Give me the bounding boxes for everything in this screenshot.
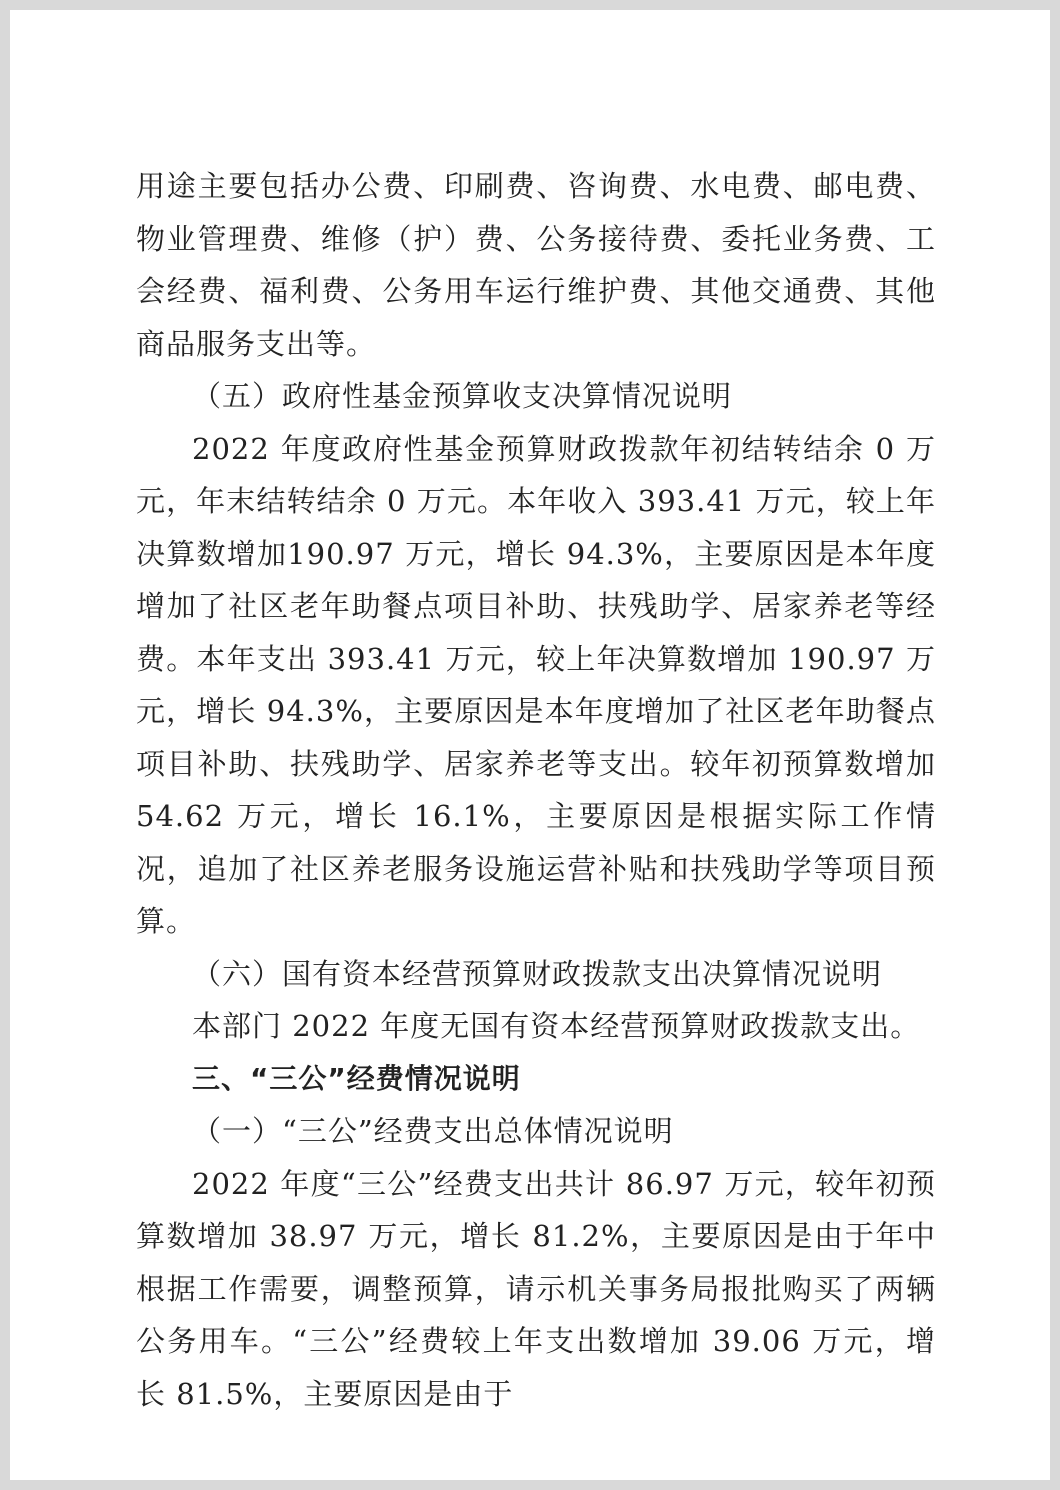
section-heading-5: （五）政府性基金预算收支决算情况说明 <box>192 379 733 413</box>
paragraph-expense-usage: 用途主要包括办公费、印刷费、咨询费、水电费、邮电费、物业管理费、维修（护）费、公务接待费、委托业务费、工会经费、福利费、公务用车运行维护费、其他交通费、其他商品服务支出等。 <box>136 169 936 361</box>
section-heading-three-public: 三、“三公”经费情况说明 <box>192 1061 521 1095</box>
section-heading-6: （六）国有资本经营预算财政拨款支出决算情况说明 <box>192 956 883 991</box>
document-page <box>10 10 1050 1480</box>
paragraph-state-capital: 本部门 2022 年度无国有资本经营预算财政拨款支出。 <box>192 1009 921 1043</box>
paragraph-gov-fund: 2022 年度政府性基金预算财政拨款年初结转结余 0 万元，年末结转结余 0 万元。本年收入 393.41 万元，较上年决算数增加190.97 万元，增长 94.3%，主要原因是本年度增加了社区老年助餐点项目补助、扶残助学、居家养老等经费。本年支出 393.41 万元，较上年决算数增加 190.97 万元，增长 94.3%，主要原因是本年度增加了社区老年助餐点项目补助、扶残助学、居家养老等支出。较年初预算数增加 54.62 万元，增长 16.1%，主要原因是根据实际工作情况，追加了社区养老服务设施运营补贴和扶残助学等项目预算。 <box>136 431 947 938</box>
paragraph-three-public-total: 2022 年度“三公”经费支出共计 86.97 万元，较年初预算数增加 38.97 万元，增长 81.2%，主要原因是由于年中根据工作需要，调整预算，请示机关事务局报批购买了两辆公务用车。“三公”经费较上年支出数增加 39.06 万元，增长 81.5%，主要原因是由于 <box>136 1166 936 1411</box>
section-heading-1: （一）“三公”经费支出总体情况说明 <box>192 1114 674 1148</box>
document-body <box>136 160 947 1420</box>
